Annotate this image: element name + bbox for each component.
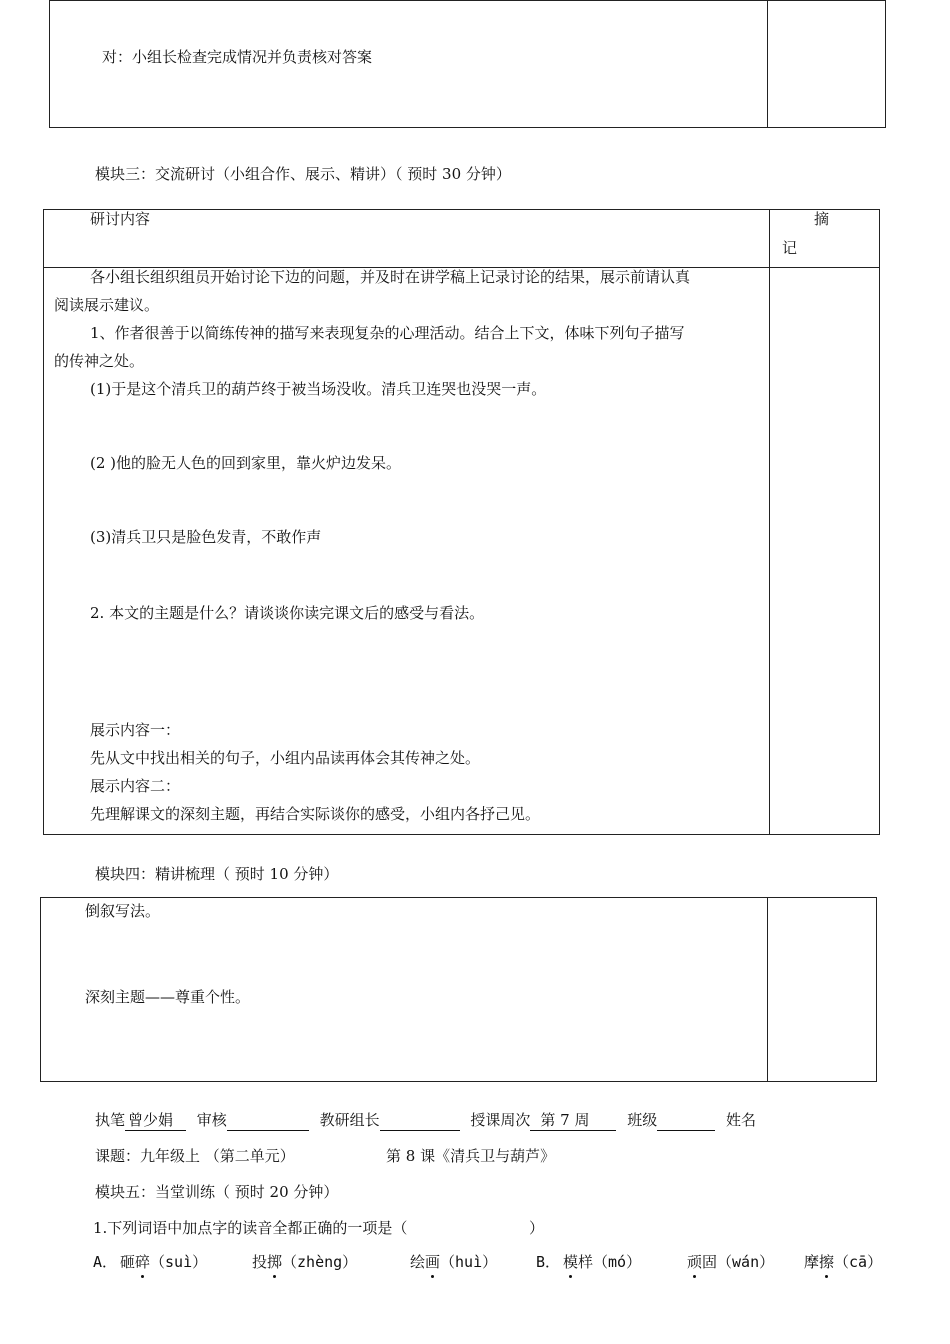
char: 固 (702, 1253, 718, 1271)
option-b-label: B． (536, 1253, 561, 1271)
module5-heading: 模块五：当堂训练（ 预时 20 分钟） (95, 1183, 339, 1201)
class-blank[interactable] (657, 1110, 715, 1131)
name-label: 姓名 (725, 1111, 756, 1129)
char: 摩 (804, 1253, 820, 1271)
dotted-char: 擦 (819, 1253, 835, 1271)
pinyin: （wán） (717, 1253, 775, 1271)
char: 样 (578, 1253, 594, 1271)
module4-heading: 模块四：精讲梳理（ 预时 10 分钟） (95, 865, 339, 883)
top-table-text: 对：小组长检查完成情况并负责核对答案 (102, 48, 373, 66)
week-label: 授课周次 (470, 1111, 531, 1129)
review-label: 审核 (196, 1111, 227, 1129)
module3-q2: 2. 本文的主题是什么？请谈谈你读完课文后的感受与看法。 (90, 604, 485, 622)
module3-sentence-2: (2 )他的脸无人色的回到家里，靠火炉边发呆。 (90, 454, 402, 472)
char: 投 (252, 1253, 268, 1271)
module3-show1-title: 展示内容一： (90, 721, 181, 739)
pinyin: （zhèng） (282, 1253, 358, 1271)
module5-q1-close: ） (529, 1219, 545, 1237)
char: 绘 (410, 1253, 426, 1271)
dotted-char: 模 (563, 1253, 579, 1271)
dotted-char: 画 (425, 1253, 441, 1271)
top-table-divider (767, 0, 768, 128)
option-a-word-1 (120, 1252, 207, 1272)
module3-intro-line2: 阅读展示建议。 (54, 296, 160, 314)
module3-q1-line1: 1、作者很善于以简练传神的描写来表现复杂的心理活动。结合上下文，体味下列句子描写 (90, 324, 685, 342)
module3-note-head-1: 摘 (814, 210, 830, 228)
writer-label: 执笔 (95, 1111, 126, 1129)
writer-value: 曾少娟 (125, 1110, 186, 1131)
module3-sentence-1: (1)于是这个清兵卫的葫芦终于被当场没收。清兵卫连哭也没哭一声。 (90, 380, 547, 398)
week-value: 第 7 周 (530, 1110, 616, 1131)
module3-note-head-2: 记 (782, 239, 798, 257)
module4-line2: 深刻主题——尊重个性。 (85, 988, 251, 1006)
option-a-label: A． (93, 1253, 118, 1271)
module3-table-divider (769, 209, 770, 835)
module3-q1-line2: 的传神之处。 (54, 352, 145, 370)
lesson-title: 第 8 课《清兵卫与葫芦》 (386, 1147, 556, 1165)
review-blank[interactable] (227, 1110, 309, 1131)
module4-line1: 倒叙写法。 (85, 902, 161, 920)
module5-q1: 1.下列词语中加点字的读音全都正确的一项是（ (93, 1219, 408, 1237)
class-label: 班级 (627, 1111, 658, 1129)
option-a-word-2 (252, 1252, 357, 1272)
module3-heading: 模块三：交流研讨（小组合作、展示、精讲）（ 预时 30 分钟） (95, 165, 511, 183)
pinyin: （huì） (440, 1253, 498, 1271)
option-a-word-3 (410, 1252, 497, 1272)
module3-show1-body: 先从文中找出相关的句子，小组内品读再体会其传神之处。 (90, 749, 481, 767)
module4-table-divider (767, 897, 768, 1082)
module3-intro-line1: 各小组长组织组员开始讨论下边的问题，并及时在讲学稿上记录讨论的结果，展示前请认真 (90, 268, 691, 286)
dotted-char: 碎 (135, 1253, 151, 1271)
option-b-word-3 (804, 1252, 882, 1272)
module3-show2-title: 展示内容二： (90, 777, 181, 795)
dotted-char: 掷 (267, 1253, 283, 1271)
topic-line: 课题：九年级上 （第二单元） (95, 1147, 295, 1165)
info-line (95, 1110, 756, 1131)
module3-sentence-3: (3)清兵卫只是脸色发青，不敢作声 (90, 528, 322, 546)
module3-show2-body: 先理解课文的深刻主题，再结合实际谈你的感受，小组内各抒己见。 (90, 805, 541, 823)
char: 砸 (120, 1253, 136, 1271)
option-b-word-2 (687, 1252, 774, 1272)
module3-col-head: 研讨内容 (90, 210, 151, 228)
pinyin: （mó） (593, 1253, 642, 1271)
dotted-char: 顽 (687, 1253, 703, 1271)
group-label: 教研组长 (319, 1111, 380, 1129)
pinyin: （cā） (834, 1253, 883, 1271)
group-blank[interactable] (380, 1110, 460, 1131)
option-b-word-1 (563, 1252, 641, 1272)
module3-table (43, 209, 880, 835)
pinyin: （suì） (150, 1253, 208, 1271)
